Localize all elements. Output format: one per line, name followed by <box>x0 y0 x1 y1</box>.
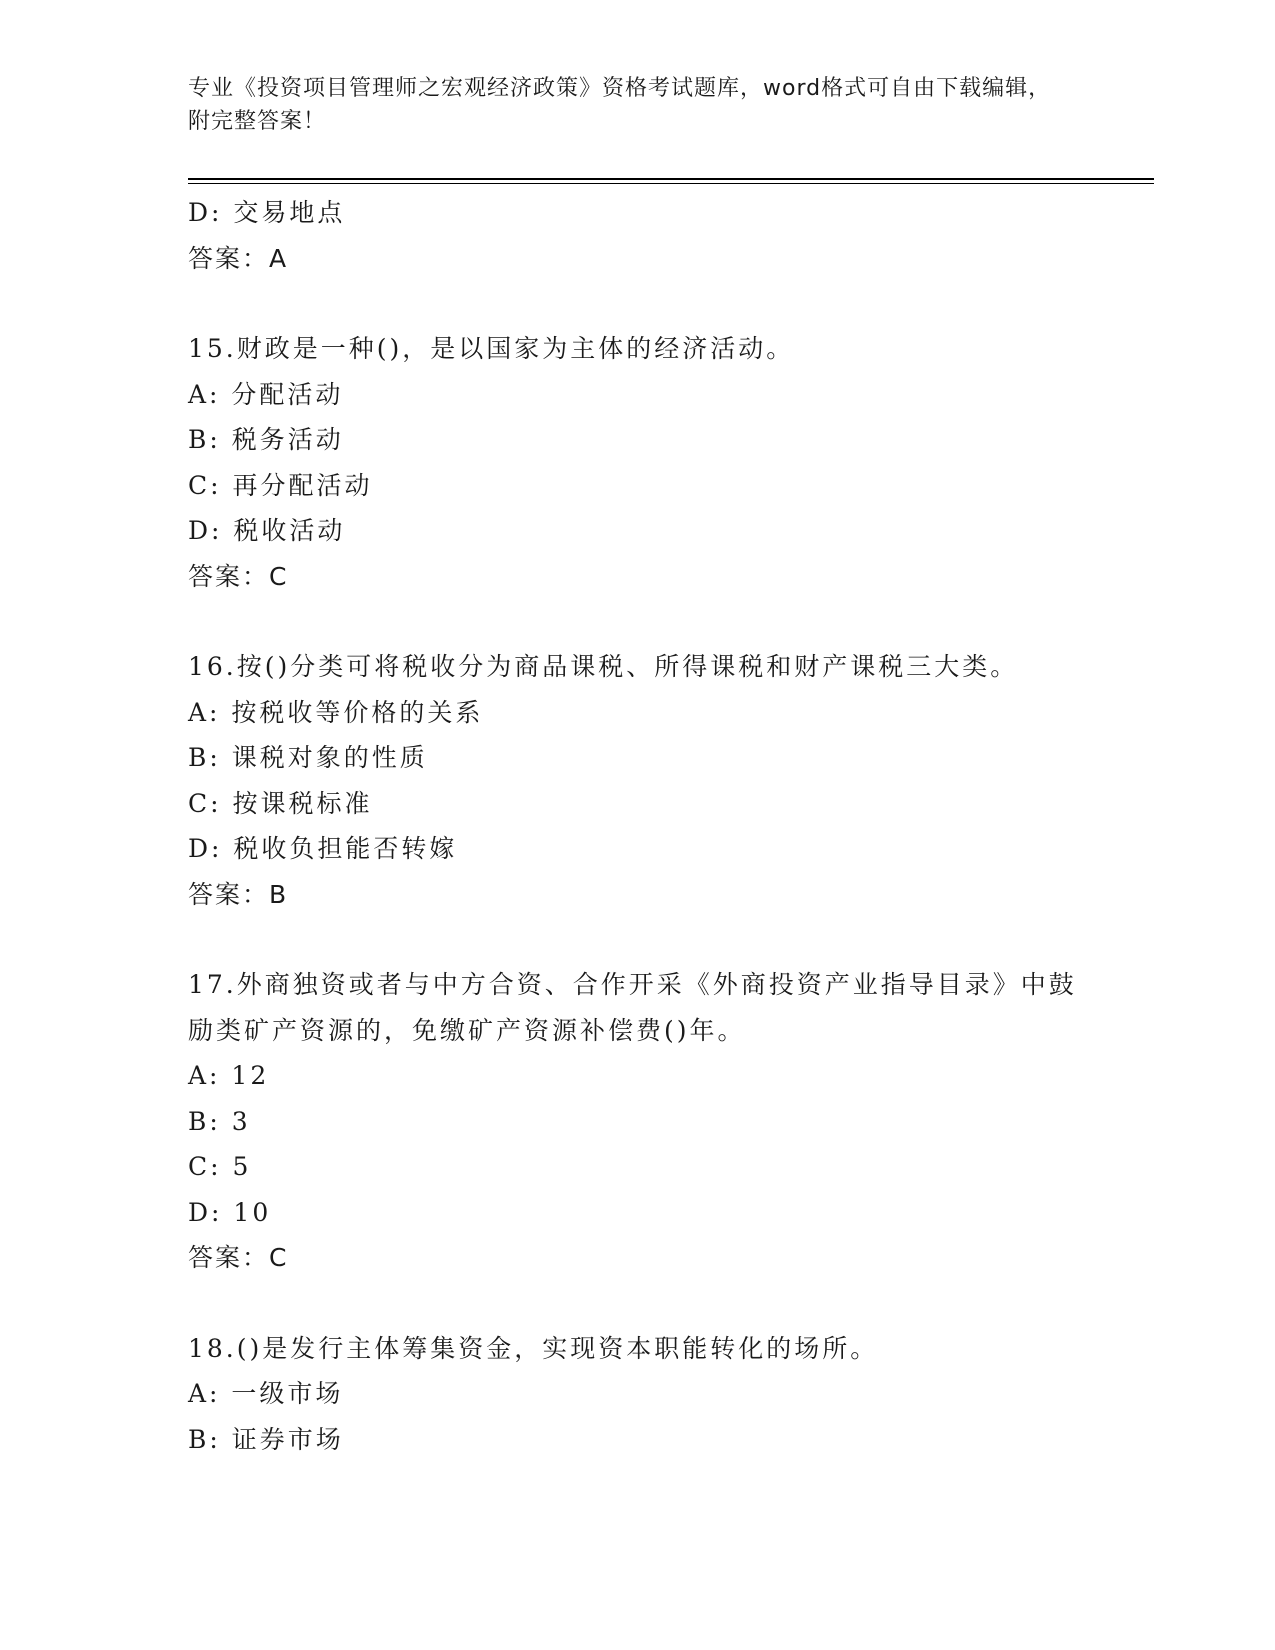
question-text: 17.外商独资或者与中方合资、合作开采《外商投资产业指导目录》中鼓励类矿产资源的，免缴矿产资源补偿费()年。 <box>188 970 1077 1045</box>
option-c: C: 再分配活动 <box>188 470 373 500</box>
option-a: A: 12 <box>188 1061 270 1090</box>
answer: 答案：C <box>188 1243 289 1272</box>
option-c: C: 5 <box>188 1152 252 1181</box>
spacer <box>188 281 1088 326</box>
question-17 <box>188 962 1088 1281</box>
option-d: D: 税收活动 <box>188 516 346 545</box>
document-header: 专业《投资项目管理师之宏观经济政策》资格考试题库，word格式可自由下载编辑，附完整答案！ <box>188 76 1052 134</box>
question-text: 15.财政是一种()，是以国家为主体的经济活动。 <box>188 334 795 363</box>
question-text: 18.()是发行主体筹集资金，实现资本职能转化的场所。 <box>188 1333 879 1363</box>
answer: 答案：A <box>188 243 289 273</box>
option-b: B: 税务活动 <box>188 425 344 454</box>
question-list <box>188 190 1088 1462</box>
option-a: A: 一级市场 <box>188 1379 344 1408</box>
option-d: D: 交易地点 <box>188 198 346 227</box>
option-b: B: 3 <box>188 1106 251 1136</box>
option-c: C: 按课税标准 <box>188 788 373 818</box>
spacer <box>188 599 1088 644</box>
question-18 <box>188 1326 1088 1463</box>
option-a: A: 按税收等价格的关系 <box>188 697 484 727</box>
spacer <box>188 917 1088 962</box>
option-b: B: 证券市场 <box>188 1424 344 1454</box>
option-a: A: 分配活动 <box>188 379 344 409</box>
option-b: B: 课税对象的性质 <box>188 743 428 772</box>
question-15 <box>188 326 1088 599</box>
option-d: D: 税收负担能否转嫁 <box>188 834 458 863</box>
header-divider-thin <box>188 183 1154 184</box>
question-16 <box>188 644 1088 917</box>
answer: 答案：C <box>188 561 289 591</box>
answer: 答案：B <box>188 879 289 909</box>
question-fragment-14 <box>188 190 1088 281</box>
question-text: 16.按()分类可将税收分为商品课税、所得课税和财产课税三大类。 <box>188 652 1019 681</box>
option-d: D: 10 <box>188 1197 272 1227</box>
spacer <box>188 1281 1088 1326</box>
header-divider-thick <box>188 178 1154 180</box>
